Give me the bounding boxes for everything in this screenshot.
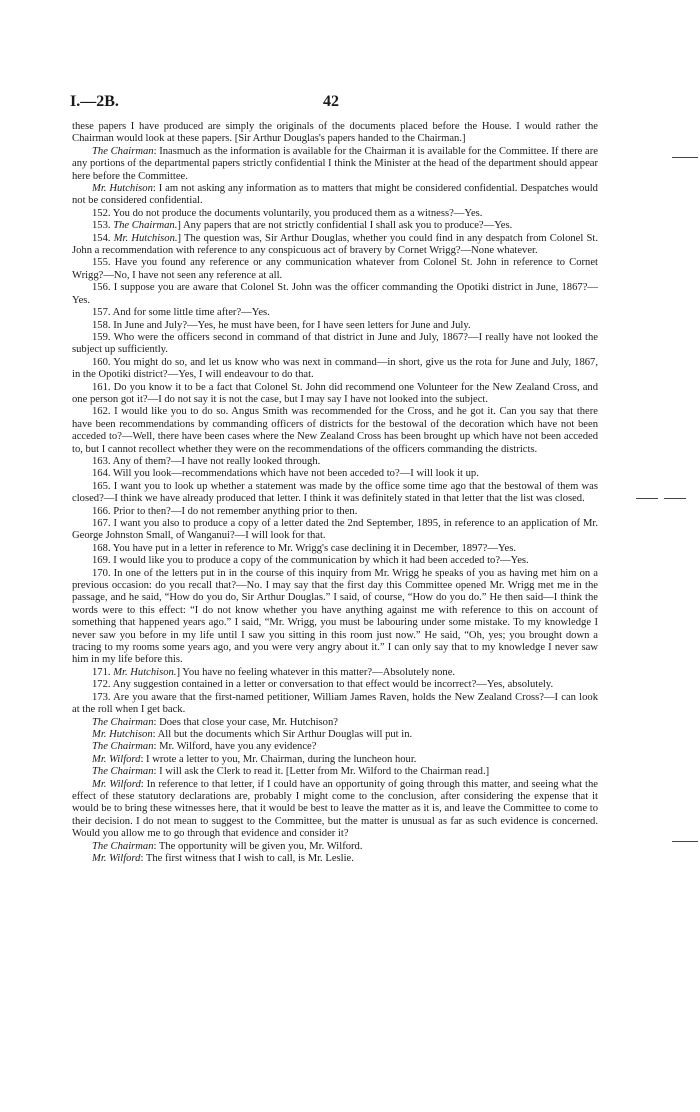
paragraph-text: 164. Will you look—recommendations which have not been acceded to?—I will look it up. [92, 468, 479, 480]
scan-edge-mark [636, 498, 658, 499]
paragraph-text: : Inasmuch as the information is available for the Chairman it is available for the Committee. If there are any portions of the departmental papers strictly confidential I think the Minister at the head of the department should appear here before the Committee. [72, 145, 598, 182]
paragraph-text: 173. Are you aware that the first-named petitioner, William James Raven, holds the New Zealand Cross?—I can look at the roll when I get back. [72, 691, 598, 716]
paragraph-text: 155. Have you found any reference or any communication whatever from Colonel St. John in reference to Cornet Wrigg?—No, I have not seen any reference at all. [72, 257, 598, 281]
paragraph [72, 406, 598, 456]
paragraph-text: : The first witness that I wish to call, is Mr. Leslie. [140, 852, 354, 864]
paragraph [72, 208, 598, 220]
paragraph [72, 754, 598, 766]
paragraph [72, 481, 598, 506]
paragraph [72, 332, 598, 357]
paragraph-text: 163. Any of them?—I have not really looked through. [92, 455, 321, 467]
question-number: 171. [92, 666, 114, 678]
paragraph [72, 468, 598, 480]
speaker: The Chairman [92, 716, 154, 728]
paragraph-text: : I am not asking any information as to matters that might be considered confidential. Despatches would not be considered confidential. [72, 183, 598, 207]
scan-edge-mark [672, 841, 698, 842]
page-number: 42 [323, 93, 339, 110]
question-number: 153. [92, 220, 114, 232]
paragraph-text: ] The question was, Sir Arthur Douglas, whether you could find in any despatch from Colonel St. John a recommendation with reference to any conspicuous act of bravery by Cornet Wrigg?—None whatever. [72, 232, 598, 257]
speaker: Mr. Wilford [92, 852, 141, 864]
question-number: 154. [92, 232, 114, 244]
speaker: Mr. Wilford [92, 753, 141, 765]
paragraph [72, 506, 598, 518]
paragraph-text: 157. And for some little time after?—Yes. [92, 307, 270, 319]
paragraph [72, 183, 598, 208]
paragraph [72, 233, 598, 258]
paragraph-text: 168. You have put in a letter in reference to Mr. Wrigg's case declining it in December, 1897?—Yes. [92, 542, 517, 554]
speaker: The Chairman. [113, 220, 178, 232]
paragraph [72, 568, 598, 667]
speaker: Mr. Hutchison. [113, 232, 178, 244]
paragraph [72, 853, 598, 865]
paragraph [72, 357, 598, 382]
paragraph [72, 841, 598, 853]
paragraph [72, 729, 598, 741]
paragraph [72, 382, 598, 407]
speaker: Mr. Wilford [92, 778, 141, 790]
paragraph [72, 518, 598, 543]
speaker: The Chairman [92, 145, 154, 157]
paragraph-text: ] Any papers that are not strictly confidential I shall ask you to produce?—Yes. [177, 220, 513, 232]
paragraph-text: : All but the documents which Sir Arthur Douglas will put in. [152, 728, 413, 740]
paragraph-text: 165. I want you to look up whether a statement was made by the office some time ago that the bestowal of them was closed?—I think we have already produced that letter. I think it was definitely stated in that letter that the list was closed. [72, 480, 598, 505]
paper-reference: I.—2B. [70, 93, 119, 110]
paragraph-text: 169. I would like you to produce a copy of the communication by which it had been acceded to?—Yes. [92, 555, 529, 567]
paragraph [72, 456, 598, 468]
paragraph [72, 741, 598, 753]
paragraph [72, 257, 598, 282]
speaker: Mr. Hutchison [92, 183, 153, 195]
scan-edge-mark [672, 157, 698, 158]
paragraph-text: : Does that close your case, Mr. Hutchison? [153, 716, 338, 728]
paragraph-text: : The opportunity will be given you, Mr. Wilford. [153, 840, 363, 852]
paragraph-text: 170. In one of the letters put in in the course of this inquiry from Mr. Wrigg he speaks of you as having met him on a previous occasion: do you recall that?—No. I may say that the first day this Committee opened Mr. Wrigg met me in the passage, and he said, “How do you do, Sir Arthur Douglas.” I said, of course, “How do you do.” He then said—I think the words were to this effect: “I do not know whether you have anything against me with reference to this on account of something that happened years ago.” I said, “Mr. Wrigg, you must be labouring under some mistake. To my knowledge I never saw you before in my life until I saw you sitting in this room just now.” He said, “Oh, yes; you brought down a tracing to my rooms some years ago, and you were very angry about it.” I can only say that to my knowledge I never saw him in my life before this. [72, 567, 598, 666]
paragraph-text: 166. Prior to then?—I do not remember anything prior to then. [92, 505, 358, 517]
paragraph [72, 679, 598, 691]
paragraph [72, 766, 598, 778]
paragraph [72, 667, 598, 679]
paragraph [72, 282, 598, 307]
paragraph [72, 320, 598, 332]
paragraph-text: : In reference to that letter, if I could have an opportunity of going through this matter, and seeing what the effect of these statutory declarations are, probably I might come to the conclusion, after considering the expense that it would be to bring these witnesses here, that it would be best to leave the matter as it is, and leave the Committee to come to their decision. I do not mean to suggest to the Committee, but the matter is unusual as far as such evidence is concerned. Would you allow me to go through that evidence and consider it? [72, 778, 598, 840]
speaker: The Chairman [92, 840, 154, 852]
paragraph-text: these papers I have produced are simply the originals of the documents placed before the House. I would rather the Chairman would look at these papers. [Sir Arthur Douglas's papers handed to the Chairman.] [72, 121, 598, 145]
speaker: Mr. Hutchison [92, 728, 153, 740]
paragraph [72, 307, 598, 319]
scan-edge-mark [664, 498, 686, 499]
paragraph-text: : I wrote a letter to you, Mr. Chairman, during the luncheon hour. [140, 753, 417, 765]
paragraph-text: ] You have no feeling whatever in this matter?—Absolutely none. [176, 666, 456, 678]
paragraph-text: 152. You do not produce the documents voluntarily, you produced them as a witness?—Yes. [92, 207, 483, 219]
paragraph [72, 717, 598, 729]
paragraph [72, 692, 598, 717]
paragraph [72, 220, 598, 232]
paragraph [72, 146, 598, 183]
paragraph-text: 172. Any suggestion contained in a letter or conversation to that effect would be incorrect?—Yes, absolutely. [92, 679, 554, 691]
paragraph-text: 162. I would like you to do so. Angus Smith was recommended for the Cross, and he got it. Can you say that there have been recommendations by commanding officers of districts for the bestowal of the decoration which have not been acceded to?—Well, there have been cases where the New Zealand Cross has been brought up which have not been acceded to, but I cannot recollect whether they were on the recommendations of the officers commanding the districts. [72, 406, 598, 455]
paragraph-text: 161. Do you know it to be a fact that Colonel St. John did recommend one Volunteer for the New Zealand Cross, and one person got it?—I do not say it is not the case, but I may say I have not looked into the subject. [72, 381, 598, 405]
page-body [72, 121, 598, 865]
paragraph-text: : Mr. Wilford, have you any evidence? [153, 741, 317, 753]
paragraph [72, 779, 598, 841]
speaker: The Chairman [92, 766, 154, 778]
paragraph [72, 555, 598, 567]
paragraph [72, 121, 598, 146]
paragraph-text: 160. You might do so, and let us know who was next in command—in short, give us the rota for June and July, 1867, in the Opotiki district?—Yes, I will endeavour to do that. [72, 356, 598, 381]
paragraph-text: 158. In June and July?—Yes, he must have been, for I have seen letters for June and July. [92, 319, 471, 331]
paragraph-text: 159. Who were the officers second in command of that district in June and July, 1867?—I really have not looked the subject up sufficiently. [72, 331, 598, 356]
paragraph-text: : I will ask the Clerk to read it. [Letter from Mr. Wilford to the Chairman read.] [153, 766, 490, 778]
speaker: The Chairman [92, 741, 154, 753]
paragraph-text: 156. I suppose you are aware that Colonel St. John was the officer commanding the Opotiki district in June, 1867?—Yes. [72, 282, 598, 306]
paragraph-text: 167. I want you also to produce a copy of a letter dated the 2nd September, 1895, in reference to an application of Mr. George Johnston Small, of Wanganui?—I will look for that. [72, 518, 598, 542]
speaker: Mr. Hutchison. [113, 666, 177, 678]
paragraph [72, 543, 598, 555]
